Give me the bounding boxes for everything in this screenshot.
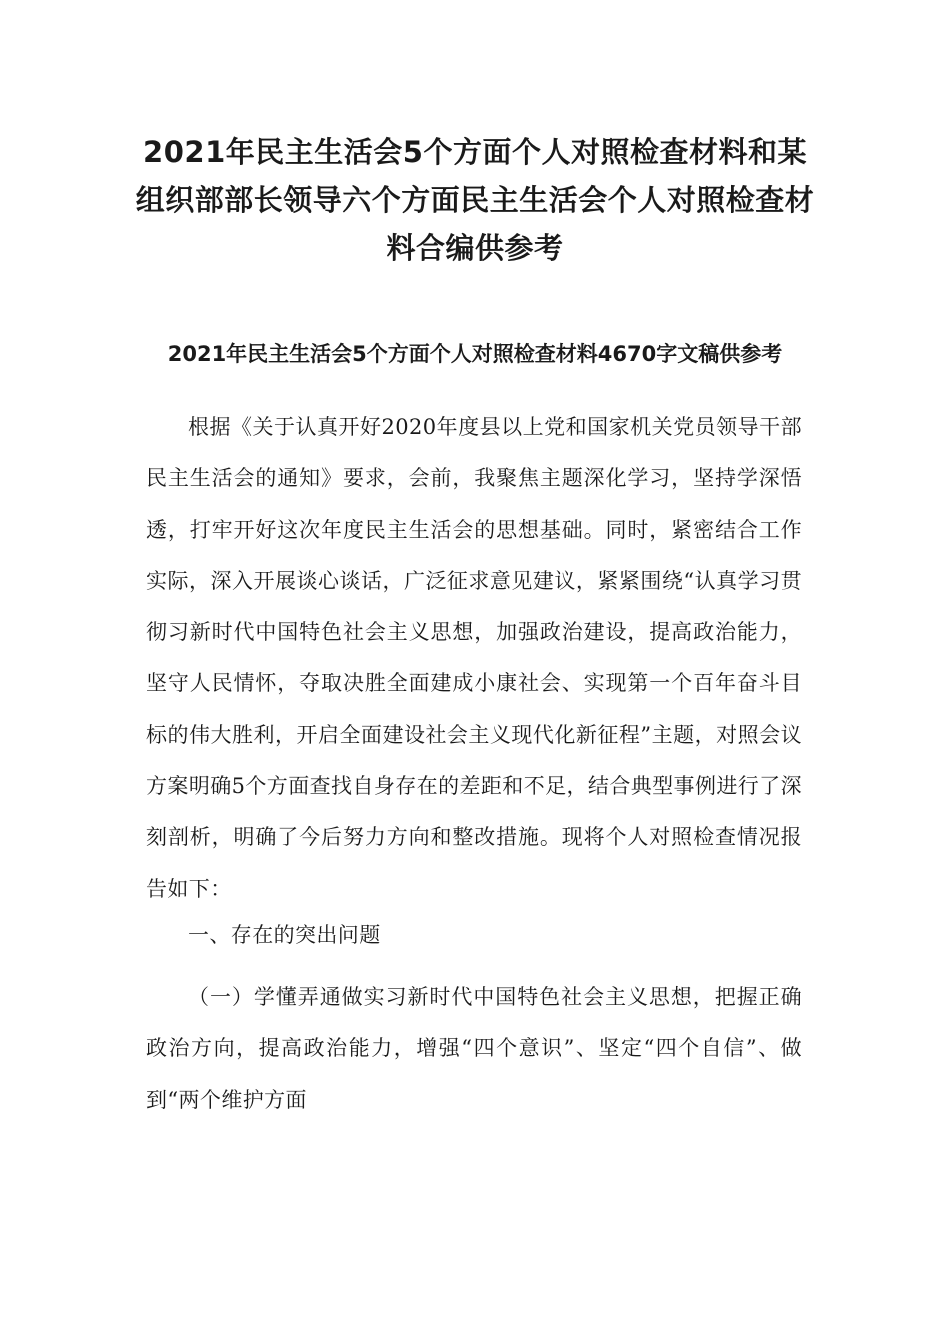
intro-paragraph: 根据《关于认真开好2020年度县以上党和国家机关党员领导干部民主生活会的通知》要求，会前，我聚焦主题深化学习，坚持学深悟透，打牢开好这次年度民主生活会的思想基础。同时，紧密结合工作实际，深入开展谈心谈话，广泛征求意见建议，紧紧围绕“认真学习贯彻习新时代中国特色社会主义思想，加强政治建设，提高政治能力，坚守人民情怀，夺取决胜全面建成小康社会、实现第一个百年奋斗目标的伟大胜利，开启全面建设社会主义现代化新征程”主题，对照会议方案明确5个方面查找自身存在的差距和不足，结合典型事例进行了深刻剖析，明确了今后努力方向和整改措施。现将个人对照检查情况报告如下：: [146, 415, 802, 901]
document-title: 2021年民主生活会5个方面个人对照检查材料和某组织部部长领导六个方面民主生活会个人对照检查材料合编供参考: [135, 135, 815, 265]
section-heading: 一、存在的突出问题: [188, 923, 381, 947]
document-subtitle: 2021年民主生活会5个方面个人对照检查材料4670字文稿供参考: [167, 342, 783, 366]
subsection-heading: （一）学懂弄通做实习新时代中国特色社会主义思想，把握正确政治方向，提高政治能力，增强“四个意识”、坚定“四个自信”、做到“两个维护方面: [146, 985, 802, 1112]
